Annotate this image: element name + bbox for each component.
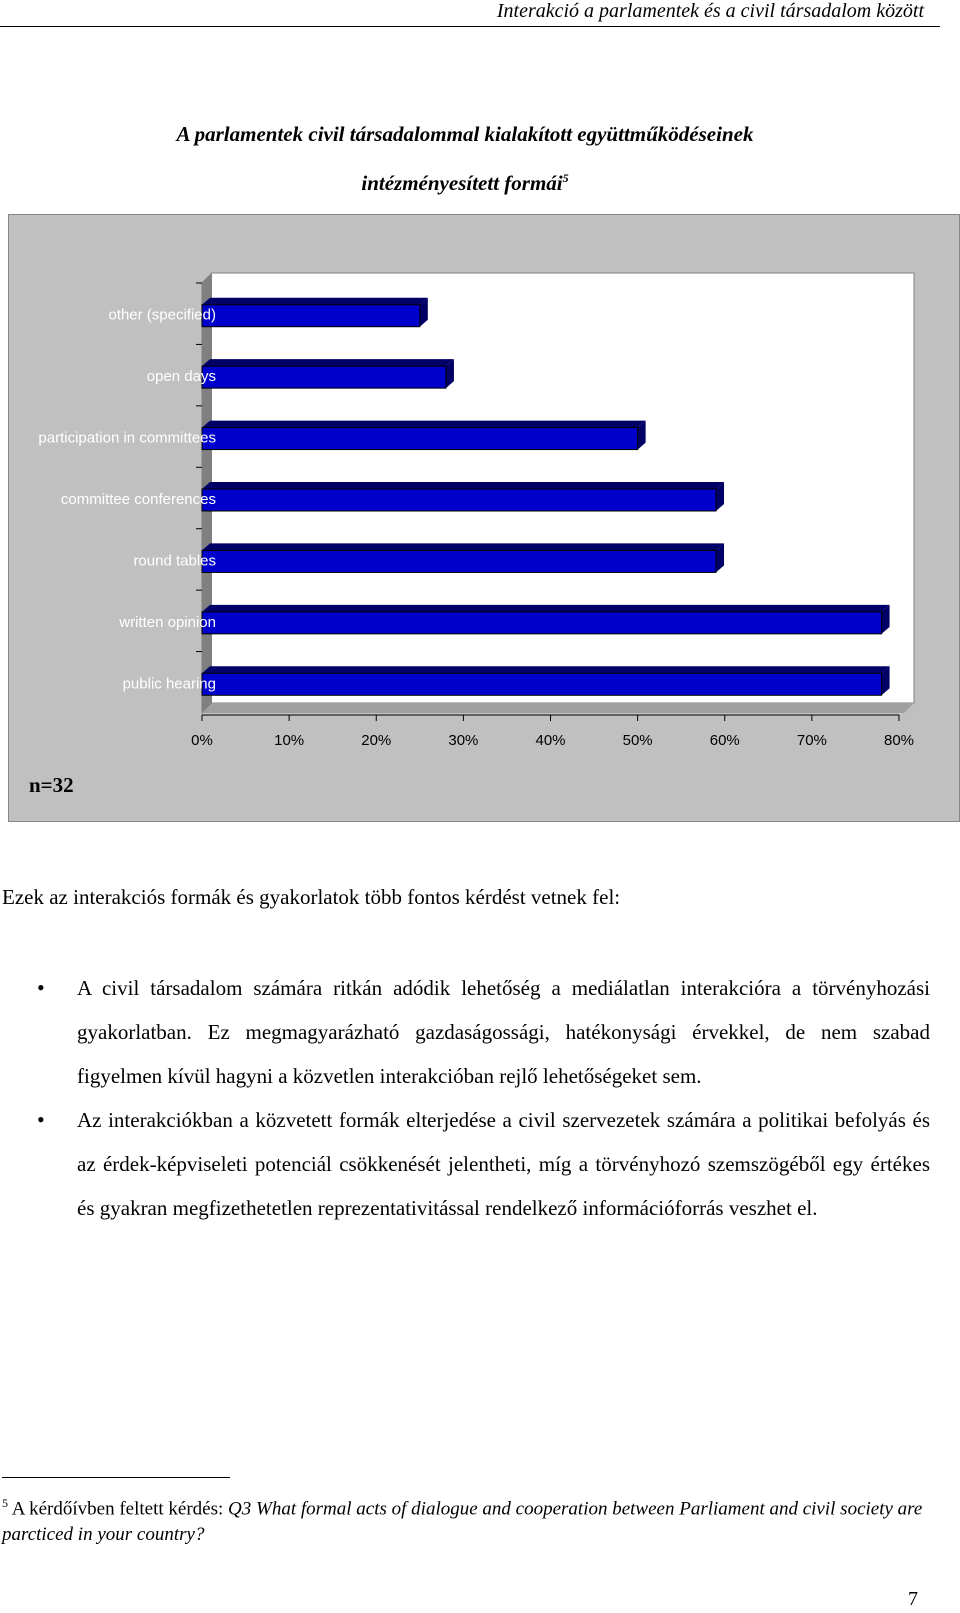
bullet-text: A civil társadalom számára ritkán adódik lehetőség a mediálatlan interakcióra a törvényhozási gyakorlatban. Ez megmagyarázható gazdaságossági, hatékonysági érvekkel, de nem szabad figyelmen kívül hagyni a közvetlen interakcióban rejlő lehetőségeket sem. bbox=[77, 976, 930, 1088]
bar bbox=[202, 673, 882, 695]
x-tick-label: 80% bbox=[883, 732, 915, 749]
running-title: Interakció a parlamentek és a civil társadalom között bbox=[496, 0, 924, 22]
category-label: open days bbox=[146, 368, 216, 386]
bar-top-face bbox=[202, 359, 454, 366]
bar-chart bbox=[8, 214, 960, 822]
bar bbox=[202, 366, 446, 388]
bar bbox=[202, 612, 882, 634]
bullet-list bbox=[0, 966, 930, 1230]
footnote-number: 5 bbox=[2, 1496, 8, 1510]
bar-top-face bbox=[202, 421, 646, 428]
category-label: other (specified) bbox=[108, 306, 216, 324]
x-tick-label: 40% bbox=[535, 732, 566, 749]
x-tick-label: 60% bbox=[709, 732, 740, 749]
footnote-question: Q3 What formal acts of dialogue and cooperation between Parliament and civil society are parcticed in your country? bbox=[2, 1498, 923, 1546]
category-label: participation in committees bbox=[38, 429, 216, 447]
running-header bbox=[0, 0, 940, 27]
bar bbox=[202, 305, 420, 327]
footnote-lead: A kérdőívben feltett kérdés: bbox=[11, 1498, 224, 1520]
bullet-item bbox=[0, 966, 930, 1098]
x-tick-label: 10% bbox=[274, 732, 305, 749]
intro-paragraph: Ezek az interakciós formák és gyakorlatok több fontos kérdést vetnek fel: bbox=[2, 885, 621, 909]
category-label: committee conferences bbox=[60, 491, 216, 508]
bar-top-face bbox=[202, 482, 724, 489]
sample-size-label: n=32 bbox=[29, 773, 74, 797]
category-label: public hearing bbox=[122, 675, 216, 693]
page-number: 7 bbox=[908, 1588, 918, 1610]
figure-title-line1: A parlamentek civil társadalommal kialakított együttműködéseinek bbox=[176, 122, 754, 146]
x-tick-label: 0% bbox=[191, 732, 213, 749]
footnote-divider bbox=[2, 1477, 230, 1478]
x-tick-label: 70% bbox=[796, 732, 827, 749]
category-label: written opinion bbox=[119, 613, 216, 631]
bar-top-face bbox=[202, 543, 724, 550]
bullet-item bbox=[0, 1098, 930, 1230]
footnote bbox=[2, 1490, 927, 1548]
category-label: round tables bbox=[133, 552, 216, 570]
x-tick-label: 50% bbox=[622, 732, 653, 749]
bar-top-face bbox=[202, 298, 428, 305]
figure-title bbox=[0, 112, 930, 205]
bar bbox=[202, 550, 716, 572]
bar bbox=[202, 428, 638, 450]
bar-top-face bbox=[202, 666, 890, 673]
bar-chart-svg bbox=[9, 215, 959, 821]
bar bbox=[202, 489, 716, 511]
plot-floor bbox=[202, 703, 914, 713]
bullet-text: Az interakciókban a közvetett formák elterjedése a civil szervezetek számára a politikai befolyás és az érdek-képviseleti potenciál csökkenését jelentheti, míg a törvényhozó szemszögéből egy értékes és gyakran megfizethetetlen reprezentativitással rendelkező információforrás veszhet el. bbox=[77, 1108, 930, 1220]
footnote-marker[interactable]: 5 bbox=[562, 171, 569, 185]
x-tick-label: 20% bbox=[361, 732, 392, 749]
figure-title-line2 bbox=[0, 156, 930, 205]
bullet-icon: • bbox=[37, 1107, 45, 1132]
x-tick-label: 30% bbox=[448, 732, 479, 749]
bullet-icon: • bbox=[37, 975, 45, 1000]
figure-title-line2-text: intézményesített formái bbox=[361, 171, 563, 195]
bar-top-face bbox=[202, 605, 890, 612]
